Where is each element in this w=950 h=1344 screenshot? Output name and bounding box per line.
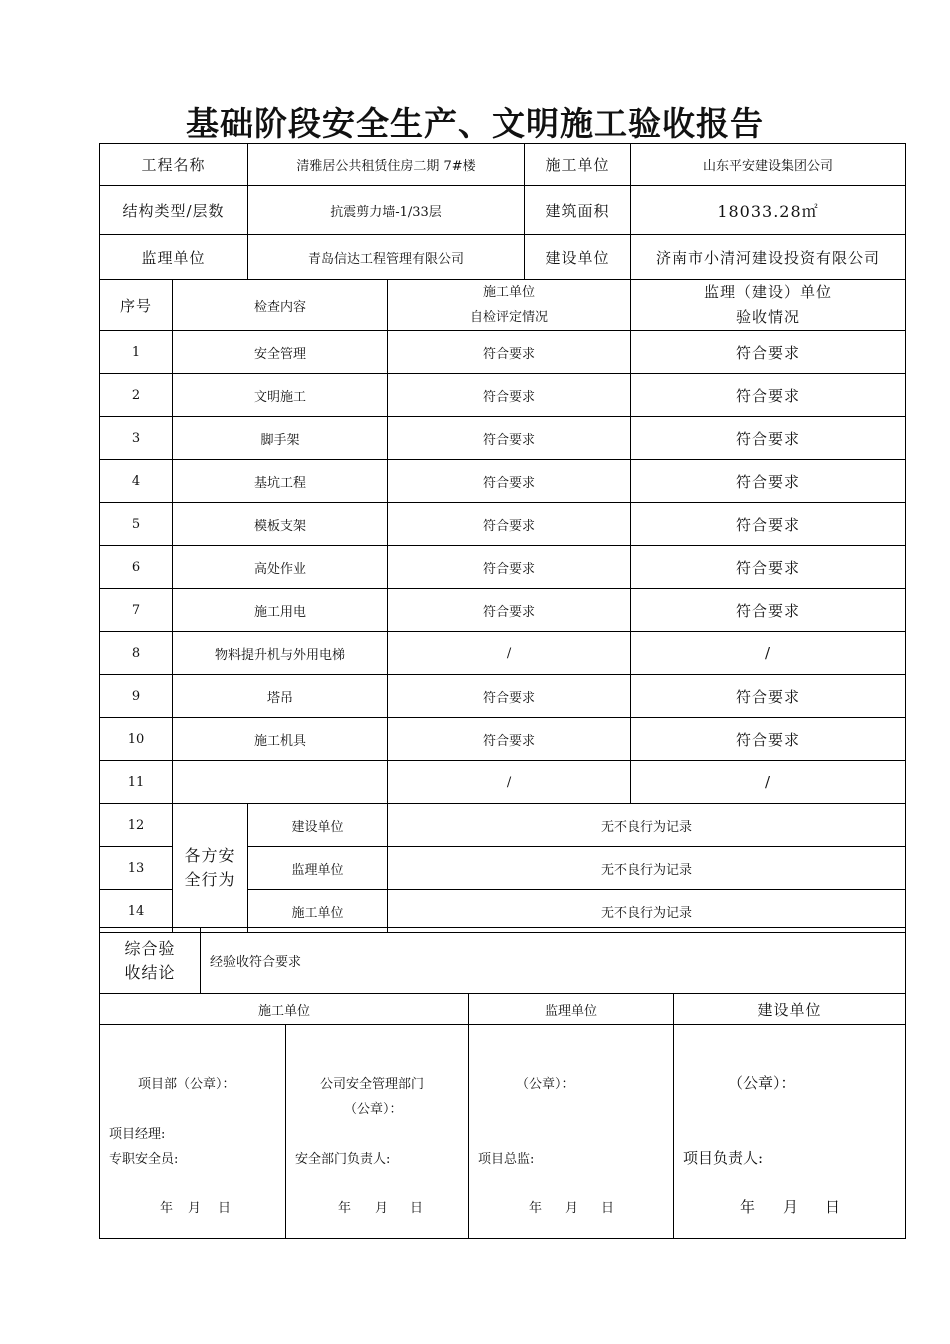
- col-header-self-check: [388, 280, 631, 331]
- row-acceptance: 符合要求: [631, 589, 906, 632]
- page-title: 基础阶段安全生产、文明施工验收报告: [186, 104, 764, 143]
- table-row: [100, 374, 906, 417]
- sig-header-contractor: 施工单位: [100, 994, 469, 1025]
- row-self-check: /: [388, 761, 631, 804]
- signature-table: [99, 993, 906, 1239]
- col-header-no: 序号: [100, 280, 173, 331]
- table-row: [100, 546, 906, 589]
- row-self-check: 符合要求: [388, 589, 631, 632]
- col-header-acceptance-line2: 验收情况: [736, 308, 801, 326]
- row-no: 1: [100, 331, 173, 374]
- row-self-check: 符合要求: [388, 460, 631, 503]
- row-content: 文明施工: [173, 374, 388, 417]
- sig-cell-owner: [674, 1025, 906, 1239]
- contractor-label: 施工单位: [525, 144, 631, 186]
- project-name-label: 工程名称: [100, 144, 248, 186]
- supervisor-label: 监理单位: [100, 235, 248, 280]
- row-content: [173, 761, 388, 804]
- row-acceptance: 符合要求: [631, 546, 906, 589]
- table-row: [100, 503, 906, 546]
- date-month: 月: [188, 1201, 202, 1216]
- table-row: [100, 718, 906, 761]
- table-row: [100, 761, 906, 804]
- project-leader-label: 项目负责人:: [683, 1149, 764, 1167]
- row-no: 4: [100, 460, 173, 503]
- date-day: 日: [410, 1201, 424, 1216]
- behavior-label-line1: 各方安: [184, 846, 236, 865]
- row-no: 5: [100, 503, 173, 546]
- sig-header-owner: 建设单位: [674, 994, 906, 1025]
- row-acceptance: /: [631, 761, 906, 804]
- conclusion-text: 经验收符合要求: [201, 928, 906, 994]
- table-row: [100, 331, 906, 374]
- row-no: 7: [100, 589, 173, 632]
- conclusion-table: [99, 927, 906, 994]
- safety-officer-label: 专职安全员:: [109, 1152, 179, 1167]
- behavior-party: 施工单位: [248, 890, 388, 933]
- date-year: 年: [529, 1201, 543, 1216]
- row-content: 基坑工程: [173, 460, 388, 503]
- behavior-party: 建设单位: [248, 804, 388, 847]
- row-acceptance: 符合要求: [631, 374, 906, 417]
- chief-supervisor-label: 项目总监:: [478, 1152, 535, 1167]
- sig-header-supervisor: 监理单位: [469, 994, 674, 1025]
- row-acceptance: /: [631, 632, 906, 675]
- date-year: 年: [338, 1201, 352, 1216]
- row-no: 9: [100, 675, 173, 718]
- inspection-table: [99, 279, 906, 933]
- row-content: 施工用电: [173, 589, 388, 632]
- structure-label: 结构类型/层数: [100, 186, 248, 235]
- supervisor-seal: （公章）：: [516, 1077, 575, 1092]
- behavior-record: 无不良行为记录: [388, 890, 906, 933]
- supervisor-value: 青岛信达工程管理有限公司: [248, 235, 525, 280]
- conclusion-label-line2: 收结论: [124, 962, 176, 982]
- date-day: 日: [825, 1198, 841, 1216]
- col-header-acceptance: [631, 280, 906, 331]
- row-acceptance: 符合要求: [631, 417, 906, 460]
- row-content: 高处作业: [173, 546, 388, 589]
- row-no: 2: [100, 374, 173, 417]
- row-self-check: 符合要求: [388, 546, 631, 589]
- row-acceptance: 符合要求: [631, 718, 906, 761]
- row-self-check: 符合要求: [388, 503, 631, 546]
- company-seal: （公章）：: [344, 1102, 403, 1117]
- row-acceptance: 符合要求: [631, 503, 906, 546]
- behavior-party: 监理单位: [248, 847, 388, 890]
- company-safety-dept: 公司安全管理部门: [320, 1077, 425, 1092]
- date-year: 年: [740, 1198, 756, 1216]
- row-no: 8: [100, 632, 173, 675]
- date-month: 月: [375, 1201, 389, 1216]
- behavior-label: [173, 804, 248, 933]
- date-day: 日: [218, 1201, 232, 1216]
- table-row: [100, 589, 906, 632]
- row-self-check: 符合要求: [388, 331, 631, 374]
- row-acceptance: 符合要求: [631, 675, 906, 718]
- row-content: 物料提升机与外用电梯: [173, 632, 388, 675]
- col-header-acceptance-line1: 监理（建设）单位: [704, 283, 833, 301]
- project-dept-seal: 项目部（公章）：: [138, 1077, 236, 1092]
- row-acceptance: 符合要求: [631, 460, 906, 503]
- table-row: [100, 632, 906, 675]
- col-header-self-check-line1: 施工单位: [483, 285, 536, 300]
- date-year: 年: [160, 1201, 174, 1216]
- row-self-check: 符合要求: [388, 417, 631, 460]
- row-no: 12: [100, 804, 173, 847]
- behavior-record: 无不良行为记录: [388, 804, 906, 847]
- row-no: 13: [100, 847, 173, 890]
- table-row: [100, 460, 906, 503]
- behavior-record: 无不良行为记录: [388, 847, 906, 890]
- structure-value: 抗震剪力墙-1/33层: [248, 186, 525, 235]
- row-no: 10: [100, 718, 173, 761]
- row-content: 脚手架: [173, 417, 388, 460]
- row-content: 模板支架: [173, 503, 388, 546]
- row-self-check: /: [388, 632, 631, 675]
- project-name-value: 清雅居公共租赁住房二期 7#楼: [248, 144, 525, 186]
- date-month: 月: [565, 1201, 579, 1216]
- row-self-check: 符合要求: [388, 718, 631, 761]
- project-info-table: [99, 143, 906, 280]
- owner-seal: （公章）：: [728, 1074, 796, 1092]
- table-row: [100, 675, 906, 718]
- row-no: 11: [100, 761, 173, 804]
- col-header-self-check-line2: 自检评定情况: [470, 310, 549, 325]
- row-content: 塔吊: [173, 675, 388, 718]
- table-row: [100, 417, 906, 460]
- owner-label: 建设单位: [525, 235, 631, 280]
- row-no: 6: [100, 546, 173, 589]
- conclusion-label: [100, 928, 201, 994]
- area-label: 建筑面积: [525, 186, 631, 235]
- behavior-row: [100, 804, 906, 847]
- date-day: 日: [601, 1201, 615, 1216]
- contractor-value: 山东平安建设集团公司: [631, 144, 906, 186]
- col-header-content: 检查内容: [173, 280, 388, 331]
- sig-cell-supervisor: [469, 1025, 674, 1239]
- area-value: 18033.28㎡: [631, 186, 906, 235]
- row-no: 3: [100, 417, 173, 460]
- row-content: 安全管理: [173, 331, 388, 374]
- row-acceptance: 符合要求: [631, 331, 906, 374]
- conclusion-label-line1: 综合验: [124, 938, 176, 958]
- row-self-check: 符合要求: [388, 374, 631, 417]
- project-manager-label: 项目经理:: [109, 1127, 166, 1142]
- sig-cell-project-dept: [100, 1025, 286, 1239]
- sig-cell-company-safety: [286, 1025, 469, 1239]
- owner-value: 济南市小清河建设投资有限公司: [631, 235, 906, 280]
- row-content: 施工机具: [173, 718, 388, 761]
- row-no: 14: [100, 890, 173, 933]
- date-month: 月: [783, 1198, 799, 1216]
- safety-dept-head-label: 安全部门负责人:: [295, 1152, 391, 1167]
- row-self-check: 符合要求: [388, 675, 631, 718]
- behavior-label-line2: 全行为: [184, 870, 236, 889]
